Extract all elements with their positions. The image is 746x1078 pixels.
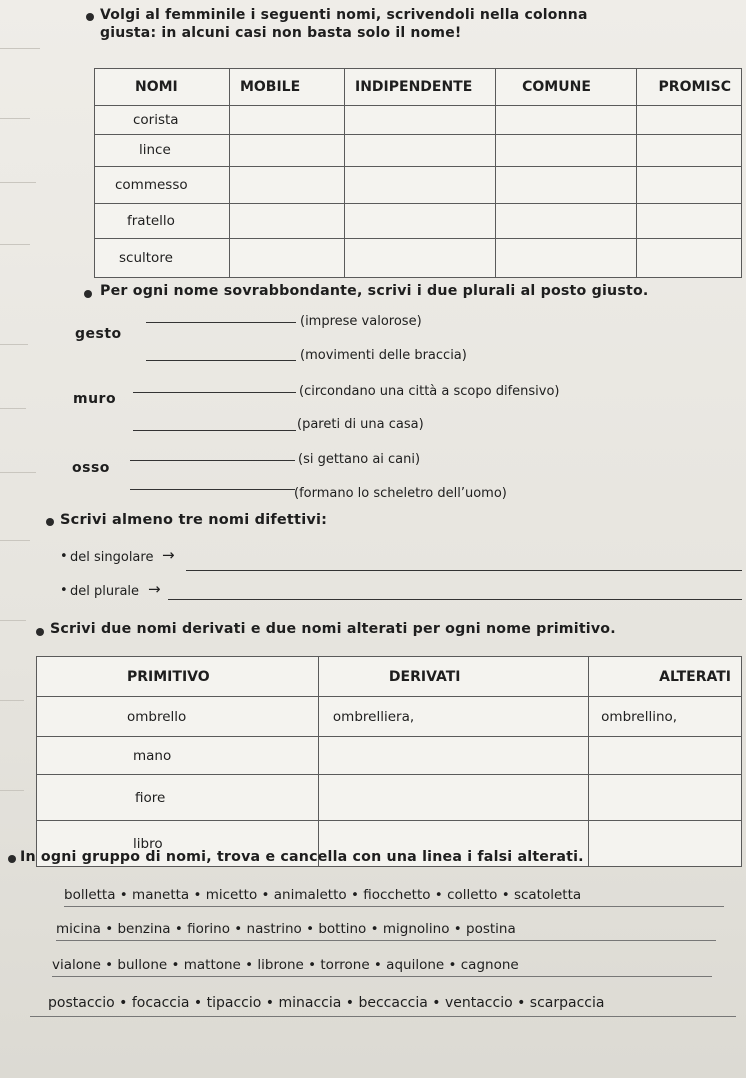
- ex1-row-noun: lince: [95, 134, 230, 167]
- writing-line: [56, 940, 716, 941]
- bullet-ex3: [46, 518, 54, 526]
- ex1-table: [94, 68, 742, 278]
- word-muro: muro: [73, 391, 117, 407]
- bullet-dot: •: [60, 549, 68, 564]
- ex4-instruction: Scrivi due nomi derivati e due nomi alterati per ogni nome primitivo.: [50, 621, 616, 637]
- ex1-answer-cell[interactable]: [344, 134, 495, 167]
- answer-line[interactable]: [186, 570, 742, 571]
- ex1-instruction-line2: giusta: in alcuni casi non basta solo il nome!: [100, 25, 462, 41]
- ex4-primitive: ombrello: [37, 697, 319, 737]
- ex1-answer-cell[interactable]: [636, 167, 741, 204]
- answer-line[interactable]: [133, 392, 296, 393]
- defective-plural-label: del plurale: [70, 584, 140, 599]
- word-osso: osso: [72, 460, 110, 476]
- ex1-answer-cell[interactable]: [636, 204, 741, 239]
- ex1-answer-cell[interactable]: [344, 105, 495, 134]
- bullet-ex5: [8, 855, 16, 863]
- bullet-dot: •: [60, 583, 68, 598]
- answer-line[interactable]: [130, 460, 295, 461]
- ex1-answer-cell[interactable]: [636, 105, 741, 134]
- ex1-answer-cell[interactable]: [636, 239, 741, 278]
- ex1-header-mobile: MOBILE: [229, 69, 344, 106]
- ex4-header-alterati: ALTERATI: [589, 657, 742, 697]
- hint: (circondano una città a scopo difensivo): [299, 384, 560, 399]
- ex2-instruction: Per ogni nome sovrabbondante, scrivi i due plurali al posto giusto.: [100, 283, 649, 299]
- ex4-primitive: mano: [37, 737, 319, 775]
- ex5-instruction: In ogni gruppo di nomi, trova e cancella con una linea i falsi alterati.: [20, 849, 584, 865]
- bullet-ex4: [36, 628, 44, 636]
- ex1-answer-cell[interactable]: [636, 134, 741, 167]
- writing-line: [52, 976, 712, 977]
- ex4-derived-cell[interactable]: [318, 775, 588, 821]
- ex1-row-noun: fratello: [95, 204, 230, 239]
- ex1-answer-cell[interactable]: [229, 105, 344, 134]
- ex1-answer-cell[interactable]: [229, 167, 344, 204]
- ex4-derived-cell[interactable]: ombrelliera,: [318, 697, 588, 737]
- ex1-row-noun: scultore: [95, 239, 230, 278]
- hint: (si gettano ai cani): [298, 452, 421, 467]
- ex1-answer-cell[interactable]: [496, 105, 636, 134]
- ex4-primitive: libro: [37, 821, 319, 867]
- writing-line: [30, 1016, 736, 1017]
- hint: (movimenti delle braccia): [300, 348, 467, 363]
- ex1-header-indipendente: INDIPENDENTE: [344, 69, 495, 106]
- word-gesto: gesto: [75, 326, 122, 342]
- arrow-right-icon: →: [148, 580, 161, 598]
- ex1-answer-cell[interactable]: [344, 239, 495, 278]
- ex4-primitive: fiore: [37, 775, 319, 821]
- ex1-answer-cell[interactable]: [229, 134, 344, 167]
- word-group-3: vialone • bullone • mattone • librone • torrone • aquilone • cagnone: [52, 957, 519, 973]
- answer-line[interactable]: [168, 599, 742, 600]
- ex1-answer-cell[interactable]: [344, 167, 495, 204]
- ex1-header-comune: COMUNE: [496, 69, 636, 106]
- word-group-4: postaccio • focaccia • tipaccio • minaccia • beccaccia • ventaccio • scarpaccia: [48, 995, 605, 1011]
- answer-line[interactable]: [146, 322, 296, 323]
- ex4-altered-cell[interactable]: [589, 775, 742, 821]
- ex1-answer-cell[interactable]: [496, 204, 636, 239]
- ex1-header-nomi: NOMI: [95, 69, 230, 106]
- answer-line[interactable]: [133, 430, 296, 431]
- ex1-header-promisc: PROMISC: [636, 69, 741, 106]
- word-group-1: bolletta • manetta • micetto • animaletto • fiocchetto • colletto • scatoletta: [64, 887, 582, 903]
- word-group-2: micina • benzina • fiorino • nastrino • bottino • mignolino • postina: [56, 921, 516, 937]
- hint: (formano lo scheletro dell’uomo): [294, 486, 507, 501]
- arrow-right-icon: →: [162, 546, 175, 564]
- answer-line[interactable]: [130, 489, 295, 490]
- ex4-header-primitivo: PRIMITIVO: [37, 657, 319, 697]
- ex3-instruction: Scrivi almeno tre nomi difettivi:: [60, 512, 328, 528]
- defective-singular-label: del singolare: [70, 550, 154, 565]
- ex4-header-derivati: DERIVATI: [318, 657, 588, 697]
- ex1-row-noun: commesso: [95, 167, 230, 204]
- hint: (pareti di una casa): [297, 417, 424, 432]
- hint: (imprese valorose): [300, 314, 422, 329]
- ex1-answer-cell[interactable]: [229, 204, 344, 239]
- ex4-altered-cell[interactable]: ombrellino,: [589, 697, 742, 737]
- ex1-answer-cell[interactable]: [344, 204, 495, 239]
- ex4-altered-cell[interactable]: [589, 821, 742, 867]
- ex1-answer-cell[interactable]: [496, 134, 636, 167]
- ex4-altered-cell[interactable]: [589, 737, 742, 775]
- ex1-answer-cell[interactable]: [496, 167, 636, 204]
- writing-line: [64, 906, 724, 907]
- ex4-derived-cell[interactable]: [318, 737, 588, 775]
- ex4-table: [36, 656, 742, 867]
- bullet-ex2: [84, 290, 92, 298]
- ex1-answer-cell[interactable]: [496, 239, 636, 278]
- ex1-answer-cell[interactable]: [229, 239, 344, 278]
- answer-line[interactable]: [146, 360, 296, 361]
- ex1-row-noun: corista: [95, 105, 230, 134]
- bullet-ex1: [86, 13, 94, 21]
- ex1-instruction-line1: Volgi al femminile i seguenti nomi, scrivendoli nella colonna: [100, 7, 588, 23]
